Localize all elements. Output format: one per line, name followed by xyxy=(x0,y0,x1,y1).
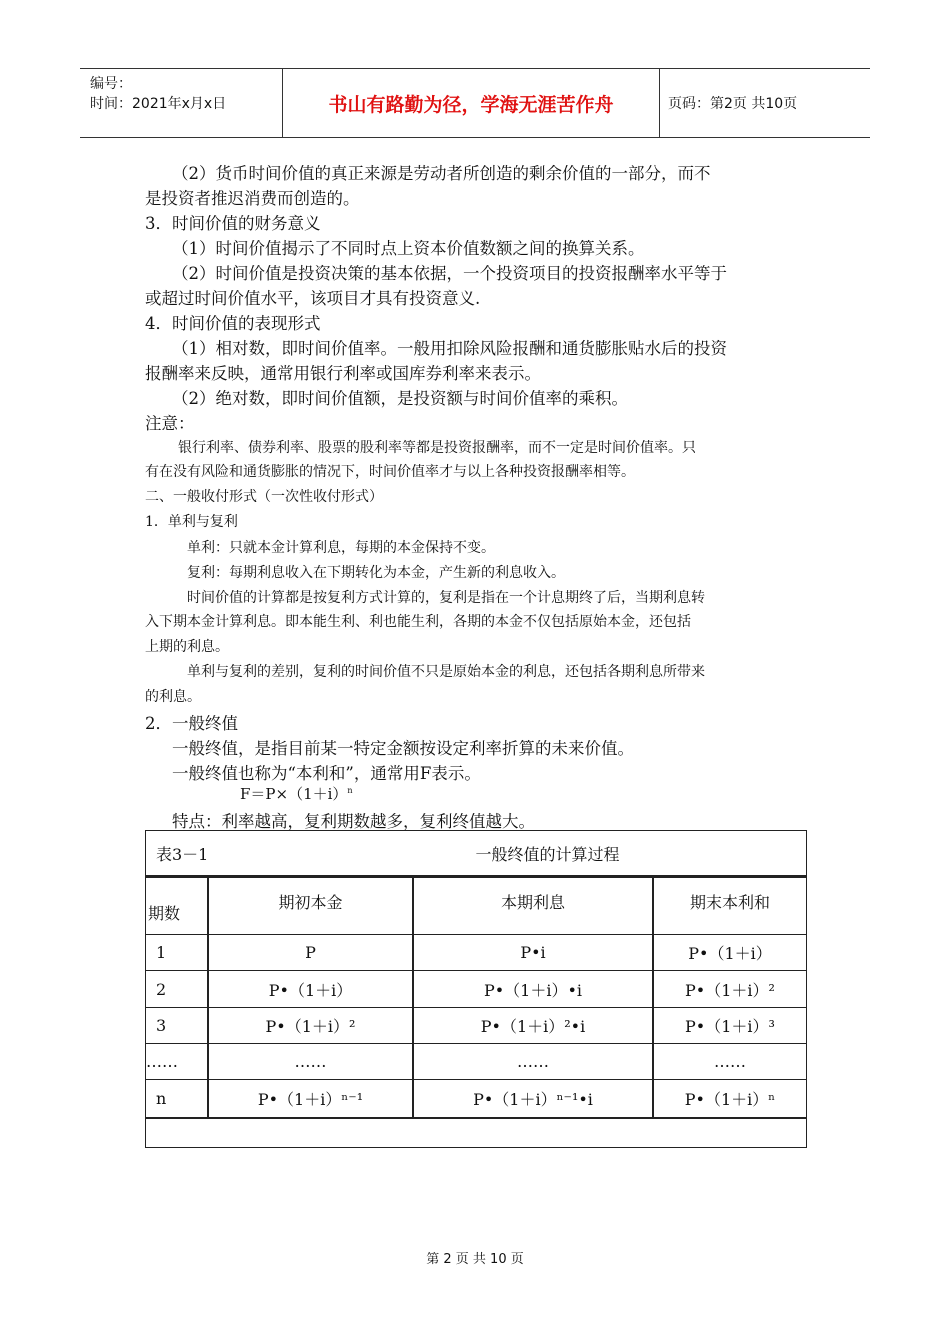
table-row xyxy=(146,1044,807,1080)
section-heading: 二、一般收付形式（一次性收付形式） xyxy=(145,489,383,505)
page-footer: 第 2 页 共 10 页 xyxy=(426,1252,524,1267)
table-header-row xyxy=(146,877,807,935)
paragraph: （2）时间价值是投资决策的基本依据，一个投资项目的投资报酬率水平等于 xyxy=(172,264,727,283)
table-cell: P•（1＋i）•i xyxy=(413,971,653,1008)
note-label: 注意： xyxy=(145,414,195,433)
table-cell: …… xyxy=(413,1044,653,1080)
section-heading: 2．一般终值 xyxy=(145,714,238,733)
table-row xyxy=(146,1008,807,1044)
table-cell: P•（1＋i）ⁿ⁻¹•i xyxy=(413,1080,653,1118)
note-paragraph: 有在没有风险和通货膨胀的情况下，时间价值率才与以上各种投资报酬率相等。 xyxy=(145,464,635,480)
table-header: 期数 xyxy=(146,877,209,935)
paragraph: 或超过时间价值水平，该项目才具有投资意义. xyxy=(145,289,481,308)
table-cell: 1 xyxy=(146,935,209,971)
table-row xyxy=(146,971,807,1008)
table-cell: P•（1＋i）²•i xyxy=(413,1008,653,1044)
table-cell: P•（1＋i） xyxy=(653,935,807,971)
paragraph: 时间价值的计算都是按复利方式计算的，复利是指在一个计息期终了后，当期利息转 xyxy=(187,590,705,606)
page-header xyxy=(80,68,870,138)
paragraph: 特点：利率越高，复利期数越多，复利终值越大。 xyxy=(172,812,535,831)
table-empty-cell xyxy=(146,1118,807,1148)
paragraph: 是投资者推迟消费而创造的。 xyxy=(145,189,360,208)
table-label: 表3－1 xyxy=(156,844,209,864)
calculation-table xyxy=(145,830,807,1148)
table-cell: P•（1＋i）² xyxy=(653,971,807,1008)
table-cell: P xyxy=(208,935,413,971)
paragraph: 上期的利息。 xyxy=(145,639,229,655)
document-number-label: 编号： xyxy=(90,76,132,92)
table-row xyxy=(146,935,807,971)
paragraph: 的利息。 xyxy=(145,689,201,705)
table-cell: P•（1＋i）ⁿ⁻¹ xyxy=(208,1080,413,1118)
table-title: 一般终值的计算过程 xyxy=(475,844,620,864)
formula xyxy=(240,783,353,804)
table-cell: 2 xyxy=(146,971,209,1008)
header-motto: 书山有路勤为径，学海无涯苦作舟 xyxy=(283,69,660,137)
paragraph: 一般终值，是指目前某一特定金额按设定利率折算的未来价值。 xyxy=(172,739,634,758)
table-cell: P•i xyxy=(413,935,653,971)
section-heading: 3．时间价值的财务意义 xyxy=(145,214,321,233)
paragraph: （2）绝对数，即时间价值额，是投资额与时间价值率的乘积。 xyxy=(172,389,628,408)
subsection-heading: 1．单利与复利 xyxy=(145,514,238,530)
formula-base: F＝P×（1＋i） xyxy=(240,785,348,803)
section-heading: 4．时间价值的表现形式 xyxy=(145,314,321,333)
paragraph: （2）货币时间价值的真正来源是劳动者所创造的剩余价值的一部分，而不 xyxy=(172,164,711,183)
paragraph: 单利与复利的差别，复利的时间价值不只是原始本金的利息，还包括各期利息所带来 xyxy=(187,664,705,680)
table-row xyxy=(146,1080,807,1118)
table-cell: P•（1＋i）³ xyxy=(653,1008,807,1044)
header-page-label: 页码：第2页 共10页 xyxy=(668,96,798,112)
table-cell: P•（1＋i）² xyxy=(208,1008,413,1044)
table-cell: P•（1＋i） xyxy=(208,971,413,1008)
paragraph: （1）相对数，即时间价值率。一般用扣除风险报酬和通货膨胀贴水后的投资 xyxy=(172,339,727,358)
table-cell: P•（1＋i）ⁿ xyxy=(653,1080,807,1118)
table-caption xyxy=(146,831,807,877)
table-cell: …… xyxy=(208,1044,413,1080)
document-date-label: 时间：2021年x月x日 xyxy=(90,96,227,112)
table-empty-row xyxy=(146,1118,807,1148)
table-caption-row xyxy=(146,831,807,877)
paragraph: 复利：每期利息收入在下期转化为本金，产生新的利息收入。 xyxy=(187,565,565,581)
table-header: 本期利息 xyxy=(413,877,653,935)
table-header: 期初本金 xyxy=(208,877,413,935)
paragraph: （1）时间价值揭示了不同时点上资本价值数额之间的换算关系。 xyxy=(172,239,645,258)
paragraph: 一般终值也称为“本利和”，通常用F表示。 xyxy=(172,764,481,783)
table-header: 期末本利和 xyxy=(653,877,807,935)
note-paragraph: 银行利率、债券利率、股票的股利率等都是投资报酬率，而不一定是时间价值率。只 xyxy=(178,440,696,456)
table-cell: n xyxy=(146,1080,209,1118)
table-cell: …… xyxy=(653,1044,807,1080)
header-meta xyxy=(80,69,283,137)
table-cell: …… xyxy=(146,1044,209,1080)
formula-exponent: n xyxy=(347,786,353,795)
table-cell: 3 xyxy=(146,1008,209,1044)
paragraph: 入下期本金计算利息。即本能生利、利也能生利，各期的本金不仅包括原始本金，还包括 xyxy=(145,614,691,630)
paragraph: 单利：只就本金计算利息，每期的本金保持不变。 xyxy=(187,540,495,556)
paragraph: 报酬率来反映，通常用银行利率或国库券利率来表示。 xyxy=(145,364,541,383)
